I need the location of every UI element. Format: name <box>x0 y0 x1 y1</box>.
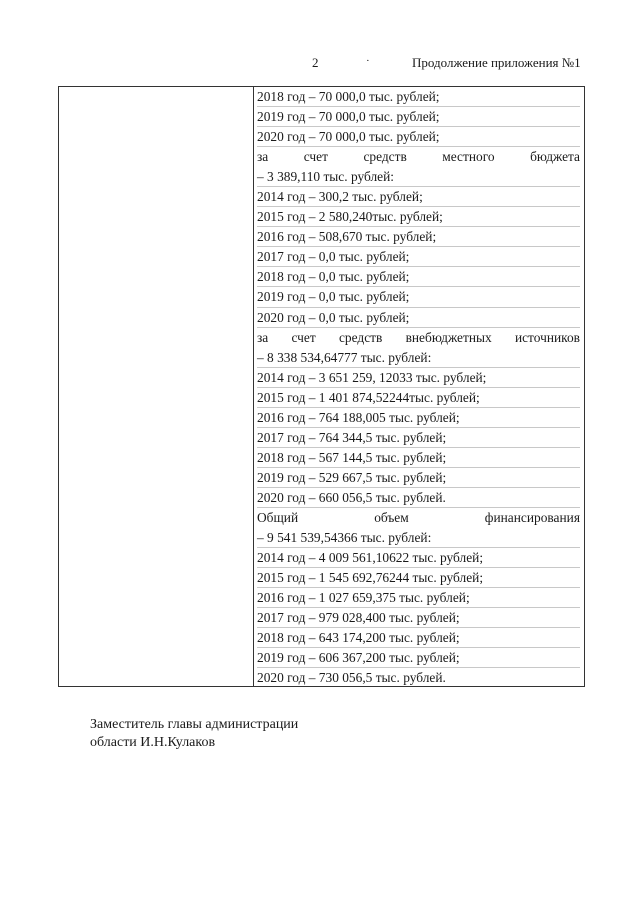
funding-line: 2014 год – 4 009 561,10622 тыс. рублей; <box>257 548 580 568</box>
funding-line: 2018 год – 70 000,0 тыс. рублей; <box>257 87 580 107</box>
funding-line: 2018 год – 567 144,5 тыс. рублей; <box>257 448 580 468</box>
funding-line: 2014 год – 3 651 259, 12033 тыс. рублей; <box>257 368 580 388</box>
column-divider <box>253 87 254 686</box>
funding-line: 2016 год – 508,670 тыс. рублей; <box>257 227 580 247</box>
funding-line: 2020 год – 660 056,5 тыс. рублей. <box>257 488 580 508</box>
funding-line: – 8 338 534,64777 тыс. рублей: <box>257 348 580 368</box>
funding-line: 2014 год – 300,2 тыс. рублей; <box>257 187 580 207</box>
funding-line: 2018 год – 643 174,200 тыс. рублей; <box>257 628 580 648</box>
funding-line: 2017 год – 0,0 тыс. рублей; <box>257 247 580 267</box>
funding-line: 2015 год – 1 401 874,52244тыс. рублей; <box>257 388 580 408</box>
funding-line: 2019 год – 0,0 тыс. рублей; <box>257 287 580 307</box>
funding-line: 2016 год – 764 188,005 тыс. рублей; <box>257 408 580 428</box>
funding-line: 2015 год – 1 545 692,76244 тыс. рублей; <box>257 568 580 588</box>
funding-line: Общий объем финансирования <box>257 509 580 525</box>
funding-line: 2016 год – 1 027 659,375 тыс. рублей; <box>257 588 580 608</box>
appendix-continuation-title: Продолжение приложения №1 <box>412 55 581 70</box>
funding-line: – 3 389,110 тыс. рублей: <box>257 167 580 187</box>
signature-position: Заместитель главы администрации <box>90 717 299 732</box>
funding-line: 2020 год – 70 000,0 тыс. рублей; <box>257 127 580 147</box>
funding-line: 2017 год – 764 344,5 тыс. рублей; <box>257 428 580 448</box>
funding-line: 2017 год – 979 028,400 тыс. рублей; <box>257 608 580 628</box>
funding-line: 2019 год – 606 367,200 тыс. рублей; <box>257 648 580 668</box>
page-number: 2 <box>312 55 319 70</box>
funding-line: 2020 год – 730 056,5 тыс. рублей. <box>257 670 446 686</box>
signature-name: области И.Н.Кулаков <box>90 735 216 750</box>
funding-line: за счет средств внебюджетных источников <box>257 329 580 345</box>
funding-line: за счет средств местного бюджета <box>257 149 580 165</box>
funding-table <box>58 86 585 687</box>
funding-line: 2020 год – 0,0 тыс. рублей; <box>257 308 580 328</box>
funding-line: 2019 год – 529 667,5 тыс. рублей; <box>257 468 580 488</box>
funding-details-column <box>257 87 580 688</box>
funding-line: 2018 год – 0,0 тыс. рублей; <box>257 267 580 287</box>
funding-line: – 9 541 539,54366 тыс. рублей: <box>257 528 580 548</box>
signature-block <box>90 716 298 752</box>
header-dot: · <box>366 55 370 67</box>
funding-line: 2019 год – 70 000,0 тыс. рублей; <box>257 107 580 127</box>
funding-line: 2015 год – 2 580,240тыс. рублей; <box>257 207 580 227</box>
